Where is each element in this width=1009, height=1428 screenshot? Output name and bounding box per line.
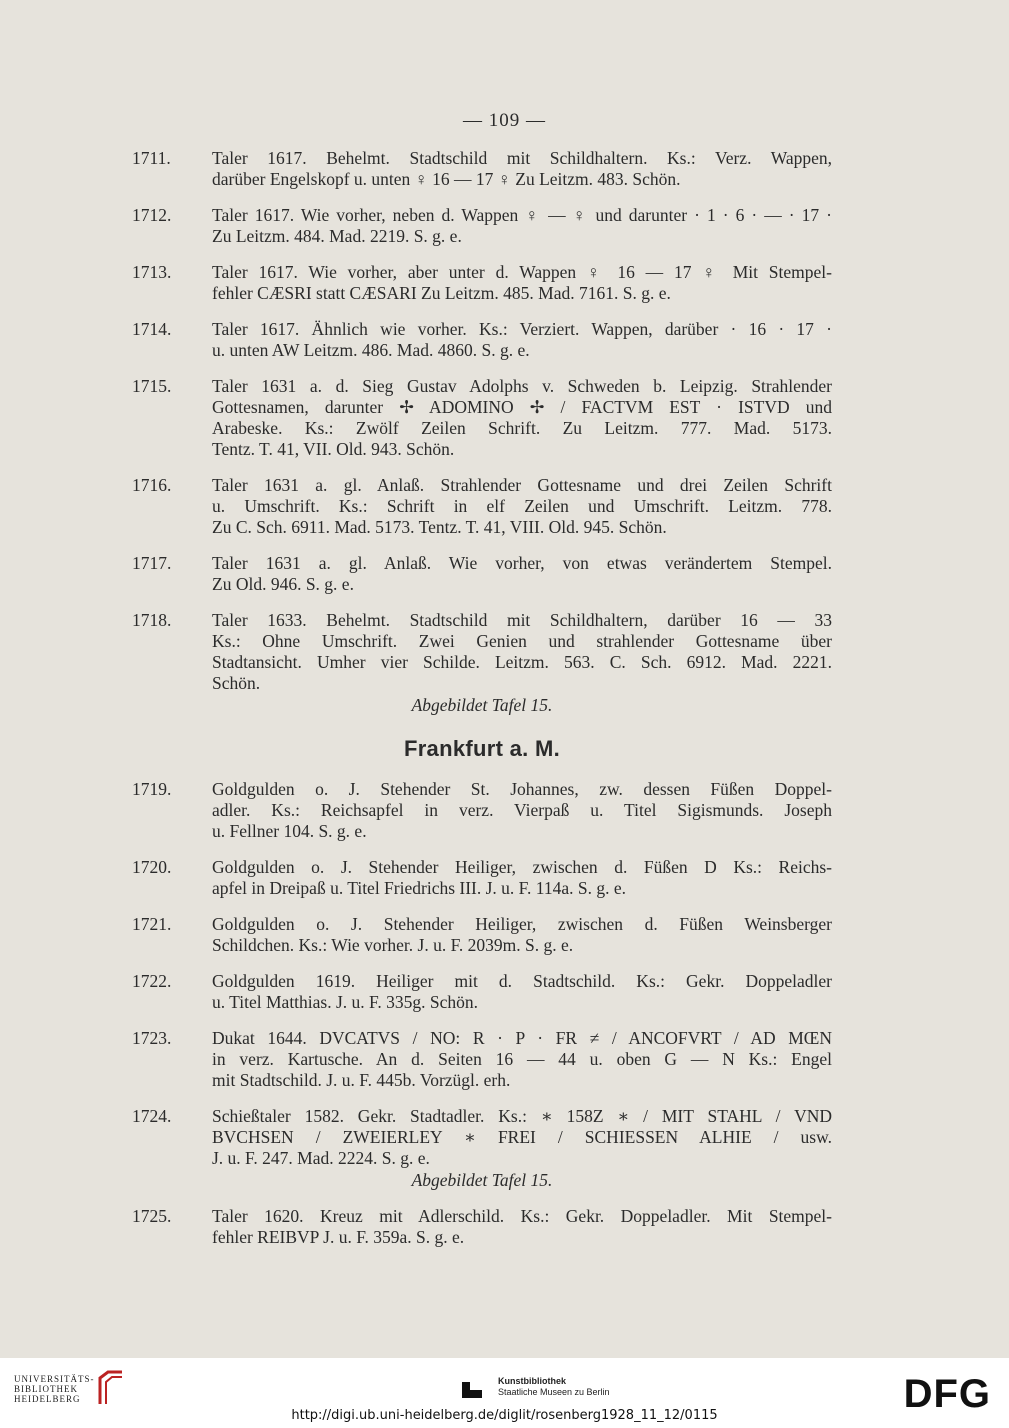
entry-text-line: fehler REIBVP J. u. F. 359a. S. g. e.: [212, 1227, 465, 1247]
entry-number: 1723.: [132, 1028, 172, 1048]
entry-text-line: Taler 1617. Wie vorher, neben d. Wappen ♀ — ♀ und darunter · 1 · 6 · — · 17 ·: [212, 205, 832, 225]
entry-text-line: Zu Leitzm. 484. Mad. 2219. S. g. e.: [212, 226, 462, 246]
catalog-entry: [132, 148, 832, 190]
catalog-entry: [132, 475, 832, 538]
entry-text-line: Taler 1631 a. gl. Anlaß. Strahlender Gottesname und drei Zeilen Schrift: [212, 475, 832, 495]
entry-text-line: Taler 1631 a. d. Sieg Gustav Adolphs v. Schweden b. Leipzig. Strahlender: [212, 376, 832, 396]
entry-text-line: Zu C. Sch. 6911. Mad. 5173. Tentz. T. 41, VIII. Old. 945. Schön.: [212, 517, 667, 537]
entry-text-line: in verz. Kartusche. An d. Seiten 16 — 44 u. oben G — N Ks.: Engel: [212, 1049, 832, 1069]
footer-bar: UNIVERSITÄTS- BIBLIOTHEK HEIDELBERG Kunstbibliothek Staatliche Museen zu Berlin DFG http://digi.ub.uni-heidelberg.de/diglit/rosenberg1928_11_12/0115: [0, 1358, 1009, 1428]
entry-text-line: Arabeske. Ks.: Zwölf Zeilen Schrift. Zu Leitzm. 777. Mad. 5173.: [212, 418, 832, 438]
plate-caption: Abgebildet Tafel 15.: [411, 695, 553, 715]
entry-text-line: Schön.: [212, 673, 261, 693]
entry-number: 1722.: [132, 971, 172, 991]
university-mark-icon: [96, 1368, 126, 1408]
entry-text-line: Goldgulden 1619. Heiliger mit d. Stadtschild. Ks.: Gekr. Doppeladler: [212, 971, 832, 991]
plate-caption: Abgebildet Tafel 15.: [411, 1170, 553, 1190]
entry-text-line: BVCHSEN / ZWEIERLEY ∗ FREI / SCHIESSEN ALHIE / usw.: [212, 1127, 832, 1147]
entry-text-line: Gottesnamen, darunter ✢ ADOMINO ✢ / FACTVM EST · ISTVD und: [212, 397, 832, 417]
entry-text-line: Schildchen. Ks.: Wie vorher. J. u. F. 2039m. S. g. e.: [212, 935, 574, 955]
entry-number: 1719.: [132, 779, 172, 799]
entry-text-line: Taler 1620. Kreuz mit Adlerschild. Ks.: Gekr. Doppeladler. Mit Stempel-: [212, 1206, 832, 1226]
entry-text-line: mit Stadtschild. J. u. F. 445b. Vorzügl. erh.: [212, 1070, 511, 1090]
entry-text-line: J. u. F. 247. Mad. 2224. S. g. e.: [212, 1148, 430, 1168]
catalog-entry: [132, 262, 832, 304]
section-heading: Frankfurt a. M.: [403, 736, 561, 761]
entry-number: 1714.: [132, 319, 172, 339]
catalog-entry: [132, 553, 832, 595]
entry-number: 1724.: [132, 1106, 172, 1126]
entry-text-line: u. unten AW Leitzm. 486. Mad. 4860. S. g. e.: [212, 340, 530, 360]
catalog-entry: [132, 205, 832, 247]
catalog-entry: [132, 971, 832, 1013]
entry-text-line: Goldgulden o. J. Stehender Heiliger, zwischen d. Füßen D Ks.: Reichs-: [212, 857, 832, 877]
entry-text-line: Taler 1631 a. gl. Anlaß. Wie vorher, von etwas verändertem Stempel.: [212, 553, 832, 573]
entry-number: 1720.: [132, 857, 172, 877]
entry-text-line: darüber Engelskopf u. unten ♀ 16 — 17 ♀ Zu Leitzm. 483. Schön.: [212, 169, 681, 189]
entry-text-line: Zu Old. 946. S. g. e.: [212, 574, 354, 594]
entry-text-line: Goldgulden o. J. Stehender St. Johannes, zw. dessen Füßen Doppel-: [212, 779, 832, 799]
catalog-entry: [132, 914, 832, 956]
catalog-entry: [132, 1206, 832, 1248]
catalog-entry: [132, 610, 832, 716]
entry-text-line: Ks.: Ohne Umschrift. Zwei Genien und strahlender Gottesname über: [212, 631, 832, 651]
entry-text-line: adler. Ks.: Reichsapfel in verz. Vierpaß u. Titel Sigismunds. Joseph: [212, 800, 832, 820]
entry-text-line: Taler 1617. Behelmt. Stadtschild mit Schildhaltern. Ks.: Verz. Wappen,: [212, 148, 832, 168]
entry-text-line: Schießtaler 1582. Gekr. Stadtadler. Ks.: ∗ 158Z ∗ / MIT STAHL / VND: [212, 1106, 832, 1126]
entry-text-line: Tentz. T. 41, VII. Old. 943. Schön.: [212, 439, 455, 459]
entry-number: 1711.: [132, 148, 171, 168]
entry-number: 1721.: [132, 914, 172, 934]
catalog-entry: [132, 376, 832, 460]
catalog-entry: [132, 1106, 832, 1191]
entry-text-line: u. Umschrift. Ks.: Schrift in elf Zeilen und Umschrift. Leitzm. 778.: [212, 496, 832, 516]
entry-text-line: Stadtansicht. Umher vier Schilde. Leitzm. 563. C. Sch. 6912. Mad. 2221.: [212, 652, 832, 672]
entry-number: 1725.: [132, 1206, 172, 1226]
entry-number: 1716.: [132, 475, 172, 495]
catalog-entry: [132, 319, 832, 361]
entry-number: 1715.: [132, 376, 172, 396]
entry-text-line: u. Titel Matthias. J. u. F. 335g. Schön.: [212, 992, 478, 1012]
entry-number: 1712.: [132, 205, 172, 225]
dfg-logo[interactable]: DFG: [903, 1372, 991, 1416]
entry-text-line: Goldgulden o. J. Stehender Heiliger, zwischen d. Füßen Weinsberger: [212, 914, 832, 934]
source-url[interactable]: http://digi.ub.uni-heidelberg.de/diglit/rosenberg1928_11_12/0115: [291, 1408, 718, 1423]
entry-number: 1717.: [132, 553, 172, 573]
entry-number: 1713.: [132, 262, 172, 282]
page-number: — 109 —: [463, 110, 546, 131]
entry-text-line: u. Fellner 104. S. g. e.: [212, 821, 367, 841]
entry-number: 1718.: [132, 610, 172, 630]
catalog-entry: [132, 857, 832, 899]
entry-text-line: apfel in Dreipaß u. Titel Friedrichs III. J. u. F. 114a. S. g. e.: [212, 878, 627, 898]
entry-text-line: fehler CÆSRI statt CÆSARI Zu Leitzm. 485. Mad. 7161. S. g. e.: [212, 283, 671, 303]
entry-text-line: Taler 1617. Ähnlich wie vorher. Ks.: Verziert. Wappen, darüber · 16 · 17 ·: [212, 319, 832, 339]
catalog-entry: [132, 779, 832, 842]
entry-list: [132, 148, 832, 1263]
kunstbibliothek-icon: [458, 1374, 486, 1402]
university-library-logo[interactable]: UNIVERSITÄTS- BIBLIOTHEK HEIDELBERG: [14, 1374, 95, 1404]
entry-text-line: Taler 1617. Wie vorher, aber unter d. Wappen ♀ 16 — 17 ♀ Mit Stempel-: [212, 262, 832, 282]
entry-text-line: Taler 1633. Behelmt. Stadtschild mit Schildhaltern, darüber 16 — 33: [212, 610, 832, 630]
catalog-entry: [132, 1028, 832, 1091]
entry-text-line: Dukat 1644. DVCATVS / NO: R · P · FR ≠ / ANCOFVRT / AD MŒN: [212, 1028, 832, 1048]
